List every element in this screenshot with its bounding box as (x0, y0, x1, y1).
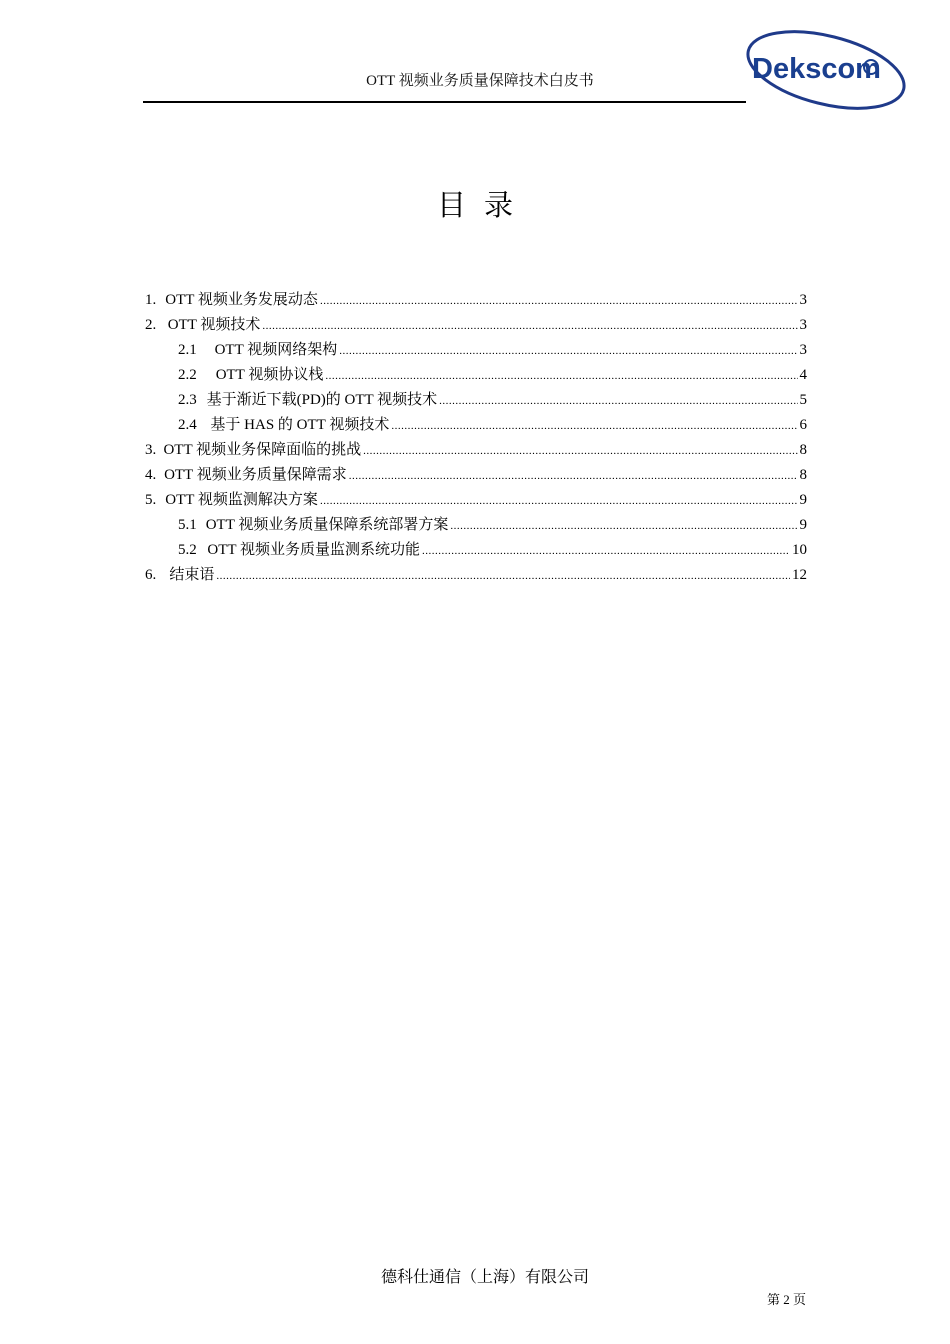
toc-entry-title[interactable]: OTT 视频业务质量保障系统部署方案 (205, 517, 449, 533)
toc-entry[interactable] (145, 463, 807, 488)
toc-entry-page[interactable]: 9 (799, 492, 807, 508)
toc-entry[interactable] (145, 413, 807, 438)
toc-entry[interactable] (145, 513, 807, 538)
toc-entry[interactable] (145, 288, 807, 313)
toc-dot-leader (320, 495, 798, 507)
company-name: 德科仕通信（上海）有限公司 (380, 1269, 589, 1286)
toc-entry-title[interactable]: OTT 视频协议栈 (215, 367, 324, 383)
toc-entry[interactable] (145, 338, 807, 363)
toc-dot-leader (262, 320, 797, 332)
toc-entry-number: 3. (145, 442, 157, 458)
toc-entry-page[interactable]: 10 (792, 542, 807, 558)
toc-entry-number: 6. (145, 567, 157, 583)
toc-entry-page[interactable]: 3 (799, 342, 807, 358)
toc-entry-number: 2.4 (178, 417, 197, 433)
toc-entry-page[interactable]: 8 (799, 467, 807, 483)
toc-dot-leader (325, 370, 797, 382)
toc-dot-leader (216, 570, 790, 582)
toc-heading: 目录 (436, 190, 531, 222)
toc-entry-number: 2.1 (178, 342, 197, 358)
dekscom-logo (744, 26, 908, 114)
toc-entry[interactable] (145, 488, 807, 513)
toc-entry[interactable] (145, 563, 807, 588)
toc-entry-number: 4. (145, 467, 157, 483)
toc-dot-leader (450, 520, 797, 532)
toc-entry-number: 1. (145, 292, 157, 308)
toc-entry-title[interactable]: 结束语 (169, 567, 215, 583)
toc-entry-title[interactable]: OTT 视频业务质量监测系统功能 (207, 542, 421, 558)
toc-dot-leader (422, 545, 790, 557)
toc-entry-page[interactable]: 9 (799, 517, 807, 533)
toc-dot-leader (391, 420, 797, 432)
toc-entry[interactable] (145, 388, 807, 413)
toc-entry[interactable] (145, 438, 807, 463)
toc-entry-page[interactable]: 12 (792, 567, 807, 583)
toc-dot-leader (339, 345, 797, 357)
toc-entry[interactable] (145, 538, 807, 563)
toc-entry[interactable] (145, 363, 807, 388)
toc-dot-leader (363, 445, 797, 457)
toc-entry-title[interactable]: OTT 视频业务保障面临的挑战 (163, 442, 362, 458)
toc-entry-page[interactable]: 4 (799, 367, 807, 383)
toc-entry-page[interactable]: 3 (799, 292, 807, 308)
toc-entry-page[interactable]: 5 (799, 392, 807, 408)
table-of-contents (145, 288, 807, 588)
toc-dot-leader (320, 295, 798, 307)
toc-entry-number: 5.2 (178, 542, 197, 558)
toc-entry-title[interactable]: OTT 视频监测解决方案 (165, 492, 318, 508)
toc-entry-page[interactable]: 8 (799, 442, 807, 458)
toc-entry-number: 2.2 (178, 367, 197, 383)
page-number: 第 2 页 (766, 1292, 806, 1307)
toc-entry-number: 2.3 (178, 392, 197, 408)
header-divider (143, 101, 746, 103)
toc-dot-leader (349, 470, 798, 482)
logo-wordmark: Dekscom (752, 53, 881, 85)
toc-dot-leader (439, 395, 797, 407)
toc-entry-title[interactable]: OTT 视频网络架构 (214, 342, 338, 358)
toc-entry-title[interactable]: OTT 视频业务质量保障需求 (164, 467, 347, 483)
toc-entry-page[interactable]: 6 (799, 417, 807, 433)
toc-entry-page[interactable]: 3 (799, 317, 807, 333)
toc-entry-title[interactable]: OTT 视频业务发展动态 (165, 292, 318, 308)
toc-entry-number: 2. (145, 317, 157, 333)
toc-entry-title[interactable]: OTT 视频技术 (167, 317, 261, 333)
document-title: OTT 视频业务质量保障技术白皮书 (366, 73, 594, 89)
toc-entry-number: 5. (145, 492, 157, 508)
toc-entry-title[interactable]: 基于渐近下载(PD)的 OTT 视频技术 (206, 392, 438, 408)
toc-entry[interactable] (145, 313, 807, 338)
toc-entry-number: 5.1 (178, 517, 197, 533)
toc-entry-title[interactable]: 基于 HAS 的 OTT 视频技术 (210, 417, 390, 433)
